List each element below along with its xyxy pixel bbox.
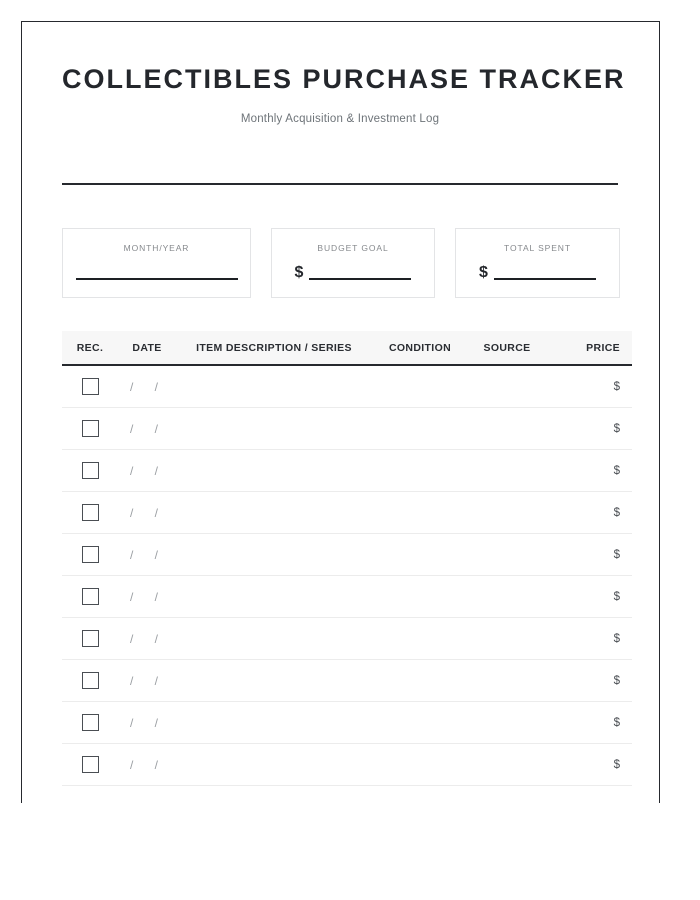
cell-price[interactable] xyxy=(546,492,632,534)
summary-box-month-year[interactable] xyxy=(62,228,251,298)
cell-date[interactable] xyxy=(118,450,176,492)
cell-date[interactable] xyxy=(118,408,176,450)
date-placeholder: / / xyxy=(129,757,167,772)
column-header-source: SOURCE xyxy=(468,331,546,365)
cell-condition[interactable] xyxy=(372,492,468,534)
cell-source[interactable] xyxy=(468,660,546,702)
cell-condition[interactable] xyxy=(372,365,468,408)
cell-condition[interactable] xyxy=(372,660,468,702)
cell-rec[interactable] xyxy=(62,576,118,618)
checkbox-icon[interactable] xyxy=(82,420,99,437)
cell-item-description[interactable] xyxy=(176,450,372,492)
cell-rec[interactable] xyxy=(62,702,118,744)
cell-rec[interactable] xyxy=(62,618,118,660)
table-row xyxy=(62,618,632,660)
checkbox-icon[interactable] xyxy=(82,672,99,689)
dollar-sign-icon: $ xyxy=(613,506,620,519)
summary-box-budget-goal[interactable] xyxy=(271,228,435,298)
summary-boxes-row xyxy=(62,228,620,298)
cell-item-description[interactable] xyxy=(176,618,372,660)
cell-rec[interactable] xyxy=(62,660,118,702)
date-placeholder: / / xyxy=(129,673,167,688)
date-placeholder: / / xyxy=(129,631,167,646)
checkbox-icon[interactable] xyxy=(82,714,99,731)
cell-source[interactable] xyxy=(468,576,546,618)
cell-item-description[interactable] xyxy=(176,744,372,786)
cell-item-description[interactable] xyxy=(176,702,372,744)
date-placeholder: / / xyxy=(129,715,167,730)
date-placeholder: / / xyxy=(129,547,167,562)
cell-source[interactable] xyxy=(468,744,546,786)
checkbox-icon[interactable] xyxy=(82,378,99,395)
cell-date[interactable] xyxy=(118,492,176,534)
cell-price[interactable] xyxy=(546,534,632,576)
checkbox-icon[interactable] xyxy=(82,630,99,647)
header-divider-rule xyxy=(62,183,618,185)
column-header-item: ITEM DESCRIPTION / SERIES xyxy=(176,331,372,365)
cell-source[interactable] xyxy=(468,618,546,660)
dollar-sign-icon: $ xyxy=(294,264,304,281)
cell-price[interactable] xyxy=(546,365,632,408)
document-header xyxy=(62,62,626,125)
cell-condition[interactable] xyxy=(372,450,468,492)
month-year-fill-area[interactable] xyxy=(63,258,250,280)
checkbox-icon[interactable] xyxy=(82,546,99,563)
cell-rec[interactable] xyxy=(62,492,118,534)
column-header-rec: REC. xyxy=(62,331,118,365)
table-row xyxy=(62,660,632,702)
cell-item-description[interactable] xyxy=(176,408,372,450)
cell-condition[interactable] xyxy=(372,534,468,576)
total-spent-write-line[interactable] xyxy=(494,278,596,280)
cell-item-description[interactable] xyxy=(176,534,372,576)
dollar-sign-icon: $ xyxy=(613,422,620,435)
cell-date[interactable] xyxy=(118,744,176,786)
table-row xyxy=(62,702,632,744)
dollar-sign-icon: $ xyxy=(613,464,620,477)
cell-source[interactable] xyxy=(468,365,546,408)
checkbox-icon[interactable] xyxy=(82,504,99,521)
cell-price[interactable] xyxy=(546,702,632,744)
cell-price[interactable] xyxy=(546,576,632,618)
cell-source[interactable] xyxy=(468,534,546,576)
cell-condition[interactable] xyxy=(372,744,468,786)
cell-price[interactable] xyxy=(546,660,632,702)
cell-price[interactable] xyxy=(546,618,632,660)
date-placeholder: / / xyxy=(129,463,167,478)
cell-rec[interactable] xyxy=(62,534,118,576)
budget-goal-write-line[interactable] xyxy=(309,278,411,280)
cell-date[interactable] xyxy=(118,618,176,660)
column-header-condition: CONDITION xyxy=(372,331,468,365)
cell-price[interactable] xyxy=(546,744,632,786)
total-spent-fill-area[interactable] xyxy=(456,258,619,280)
budget-goal-label: BUDGET GOAL xyxy=(317,243,389,253)
page-title: COLLECTIBLES PURCHASE TRACKER xyxy=(62,64,626,94)
cell-item-description[interactable] xyxy=(176,576,372,618)
cell-rec[interactable] xyxy=(62,450,118,492)
column-header-date: DATE xyxy=(118,331,176,365)
total-spent-label: TOTAL SPENT xyxy=(504,243,571,253)
date-placeholder: / / xyxy=(129,505,167,520)
checkbox-icon[interactable] xyxy=(82,462,99,479)
cell-date[interactable] xyxy=(118,365,176,408)
table-row xyxy=(62,744,632,786)
date-placeholder: / / xyxy=(129,421,167,436)
cell-price[interactable] xyxy=(546,450,632,492)
cell-item-description[interactable] xyxy=(176,365,372,408)
dollar-sign-icon: $ xyxy=(479,264,488,281)
page-subtitle: Monthly Acquisition & Investment Log xyxy=(240,113,440,125)
cell-source[interactable] xyxy=(468,450,546,492)
purchase-log-table xyxy=(62,331,632,786)
month-year-label: MONTH/YEAR xyxy=(123,243,190,253)
table-header-row xyxy=(62,331,632,365)
cell-source[interactable] xyxy=(468,408,546,450)
cell-condition[interactable] xyxy=(372,576,468,618)
table-row xyxy=(62,365,632,408)
dollar-sign-icon: $ xyxy=(613,380,620,393)
cell-item-description[interactable] xyxy=(176,492,372,534)
cell-date[interactable] xyxy=(118,702,176,744)
dollar-sign-icon: $ xyxy=(613,758,620,771)
cell-price[interactable] xyxy=(546,408,632,450)
cell-date[interactable] xyxy=(118,534,176,576)
table-row xyxy=(62,492,632,534)
cell-rec[interactable] xyxy=(62,408,118,450)
budget-goal-fill-area[interactable] xyxy=(272,258,434,280)
month-year-write-line[interactable] xyxy=(76,278,238,280)
table-row xyxy=(62,534,632,576)
table-row xyxy=(62,408,632,450)
summary-box-total-spent[interactable] xyxy=(455,228,620,298)
checkbox-icon[interactable] xyxy=(82,588,99,605)
cell-source[interactable] xyxy=(468,492,546,534)
date-placeholder: / / xyxy=(129,379,167,394)
dollar-sign-icon: $ xyxy=(613,716,620,729)
dollar-sign-icon: $ xyxy=(613,590,620,603)
cell-rec[interactable] xyxy=(62,365,118,408)
cell-condition[interactable] xyxy=(372,618,468,660)
cell-condition[interactable] xyxy=(372,702,468,744)
table-row xyxy=(62,576,632,618)
cell-rec[interactable] xyxy=(62,744,118,786)
cell-date[interactable] xyxy=(118,576,176,618)
dollar-sign-icon: $ xyxy=(613,632,620,645)
dollar-sign-icon: $ xyxy=(613,548,620,561)
cell-source[interactable] xyxy=(468,702,546,744)
dollar-sign-icon: $ xyxy=(613,674,620,687)
table-header xyxy=(62,331,632,365)
table-row xyxy=(62,450,632,492)
cell-date[interactable] xyxy=(118,660,176,702)
cell-condition[interactable] xyxy=(372,408,468,450)
date-placeholder: / / xyxy=(129,589,167,604)
column-header-price: PRICE xyxy=(546,331,632,365)
table-body xyxy=(62,365,632,786)
checkbox-icon[interactable] xyxy=(82,756,99,773)
cell-item-description[interactable] xyxy=(176,660,372,702)
